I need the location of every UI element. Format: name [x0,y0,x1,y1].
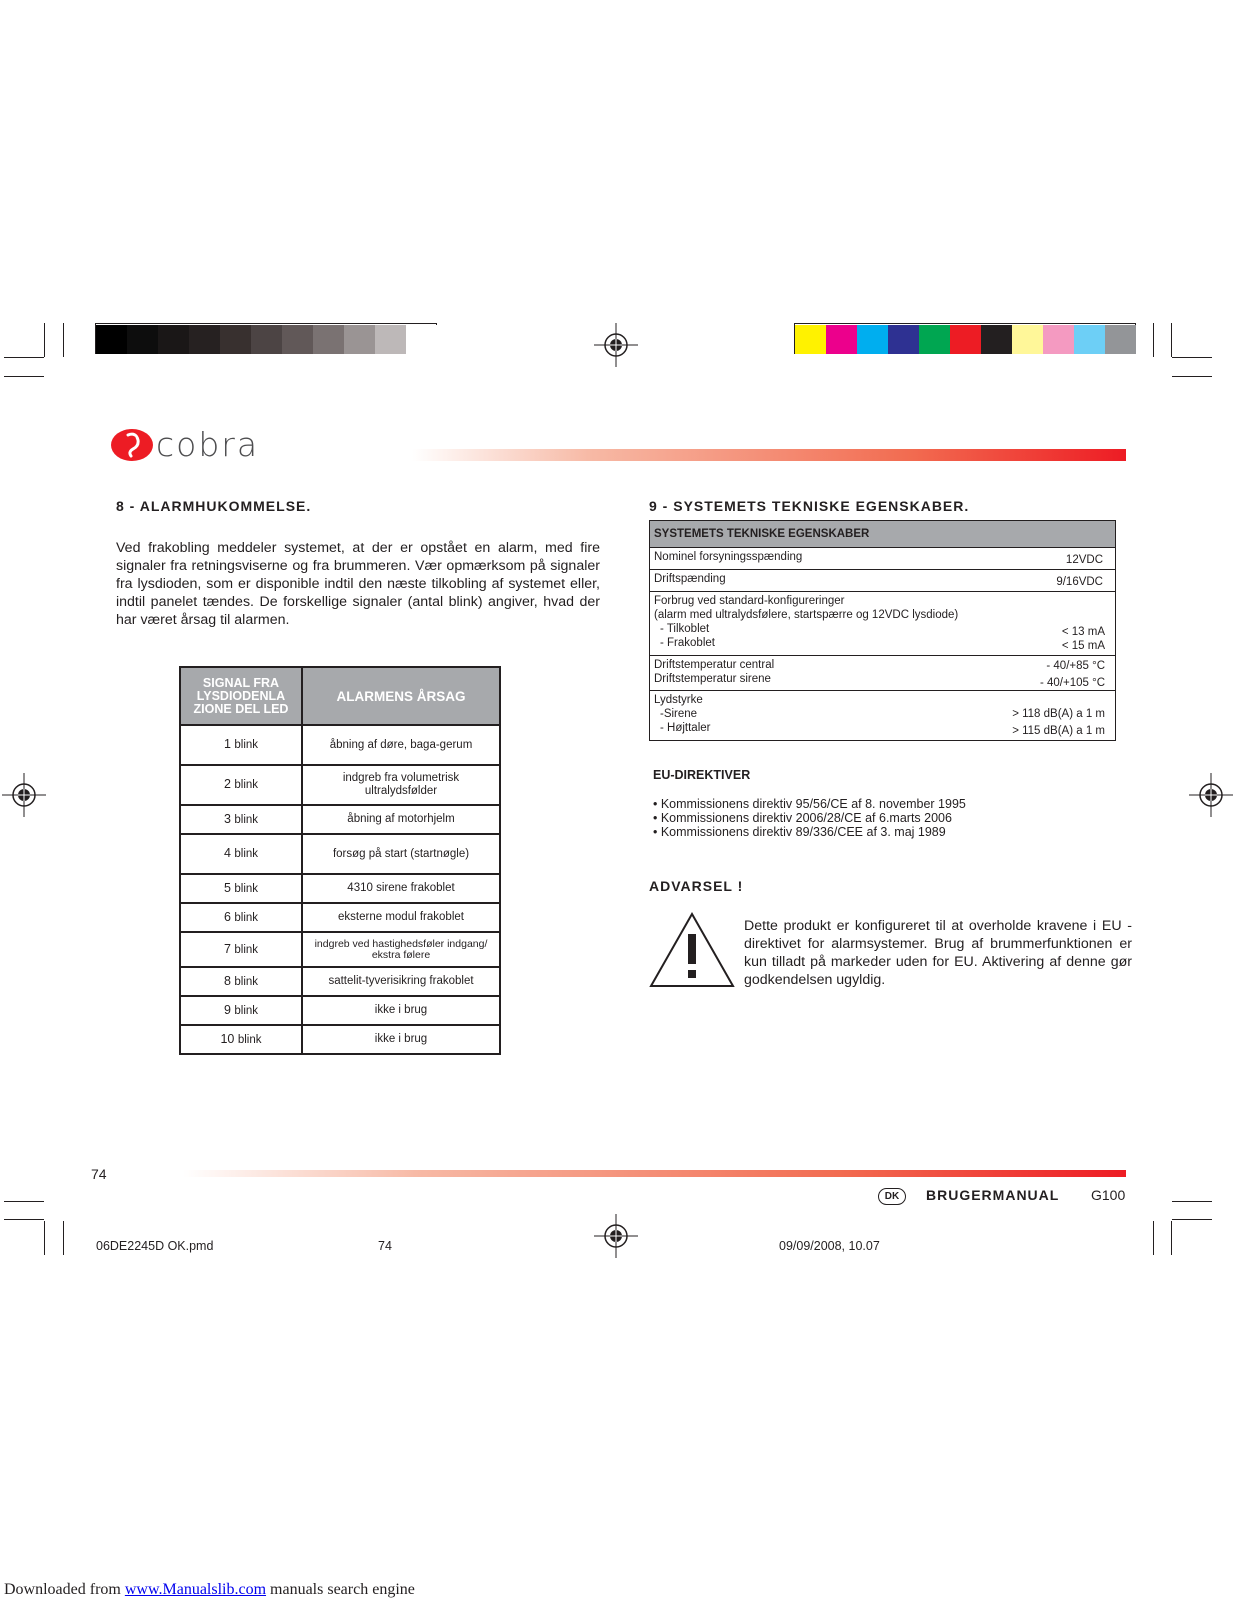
crop-mark [1172,1219,1212,1220]
table-row [180,996,500,1025]
blink-unit: blink [234,739,259,751]
gray-swatch [189,325,220,354]
blink-count [180,932,302,967]
spec-row-temperature [650,656,1115,691]
print-page: 74 [378,1239,392,1253]
table-row [180,1025,500,1054]
spec-value: 9/16VDC [1056,576,1103,588]
spec-label: Driftstemperatur central [654,659,775,671]
process-color-swatch [1105,325,1136,354]
blink-number: 9 [223,1002,231,1017]
eu-directives-title: EU-DIREKTIVER [653,768,751,782]
blink-count [180,1025,302,1054]
crop-mark [4,1219,44,1220]
language-badge: DK [878,1188,906,1205]
spec-row-nominal [650,548,1115,570]
download-suffix: manuals search engine [266,1581,415,1598]
section-8-title: 8 - ALARMHUKOMMELSE. [116,498,312,514]
crop-mark [1172,1201,1212,1202]
model-name: G100 [1091,1187,1126,1203]
crop-mark [44,1221,45,1255]
blink-unit: blink [234,882,259,895]
print-date: 09/09/2008, 10.07 [779,1239,880,1253]
spec-label: Lydstyrke [654,694,703,706]
spec-label: - Højttaler [660,722,711,734]
registration-mark-icon [594,1214,638,1258]
cobra-logo [110,425,280,464]
spec-row-volume [650,691,1115,740]
blink-number: 8 [223,973,231,988]
process-color-swatch [1074,325,1105,354]
blink-count [180,996,302,1025]
crop-mark [1171,1221,1172,1255]
gray-swatch [406,325,437,354]
process-color-swatch [795,325,826,354]
crop-mark [63,323,64,357]
page-number: 74 [91,1166,107,1182]
list-item: • Kommissionens direktiv 89/336/CEE af 3. maj 1989 [653,825,946,839]
alarm-cause: åbning af motorhjelm [302,805,500,834]
table-row [180,834,500,874]
crop-mark [4,376,44,377]
table-row [180,725,500,765]
blink-unit: blink [234,813,259,826]
table-header-signal: SIGNAL FRA LYSDIODENLA ZIONE DEL LED [180,667,302,725]
warning-title: ADVARSEL ! [649,878,744,894]
gray-swatch [158,325,189,354]
spec-note: (alarm med ultralydsfølere, startspærre og 12VDC lysdiode) [654,609,959,621]
gray-swatch [127,325,158,354]
spec-row-consumption [650,592,1115,656]
spec-value: - 40/+85 °C [1046,660,1105,672]
blink-count [180,765,302,805]
table-row [180,805,500,834]
process-color-swatch [888,325,919,354]
gray-swatch [375,325,406,354]
blink-number: 3 [223,811,231,826]
print-file-name: 06DE2245D OK.pmd [96,1239,214,1253]
crop-mark [63,1221,64,1255]
registration-mark-icon [594,323,638,367]
spec-label: Forbrug ved standard-konfigureringer [654,595,845,607]
logo-wordmark: cobra [156,425,260,464]
alarm-cause: åbning af døre, baga-gerum [302,725,500,765]
blink-count [180,874,302,903]
gray-swatch [313,325,344,354]
gray-swatch [251,325,282,354]
crop-mark [44,323,45,357]
warning-body: Dette produkt er konfigureret til at overholde kravene i EU - direktivet for alarmsystemer. Brug af brummerfunktionen er kun tilladt på markeder uden for EU. Aktivering af denne gør godkendelsen ugyldig. [744,918,1132,988]
blink-unit: blink [234,975,259,988]
spec-value: > 115 dB(A) a 1 m [1012,725,1105,737]
blink-unit: blink [234,1004,259,1017]
spec-value: < 13 mA [1061,626,1105,638]
crop-mark [4,1201,44,1202]
spec-table-header: SYSTEMETS TEKNISKE EGENSKABER [650,521,1115,548]
blink-number: 7 [223,941,231,956]
spec-value: 12VDC [1065,554,1103,566]
header-gradient-bar [412,449,1126,461]
blink-unit: blink [237,1033,262,1046]
registration-mark-icon [2,773,46,817]
blink-number: 5 [223,880,231,895]
process-color-swatch [1043,325,1074,354]
blink-count [180,834,302,874]
alarm-cause: indgreb fra volumetrisk ultralydsfølder [302,765,500,805]
tech-spec-table [649,520,1116,741]
process-color-swatch [981,325,1012,354]
blink-unit: blink [234,848,259,860]
process-color-swatch [857,325,888,354]
warning-triangle-icon [649,912,735,988]
blink-number: 6 [223,909,231,924]
alarm-signal-table [179,666,501,1055]
blink-unit: blink [234,779,259,791]
blink-number: 2 [223,777,231,791]
section-8-body: Ved frakobling meddeler systemet, at der er opstået en alarm, med fire signaler fra retningsviserne og fra brummeren. Vær opmærksom på signaler fra lysdioden, som er disponible indtil den næste tilkobling af systemet eller, indtil panelet tændes. De forskellige signaler (antal blink) angiver, hvad der har været årsag til alarmen. [116,540,600,628]
spec-label: -Sirene [660,708,698,720]
spec-label: Driftspænding [654,573,726,585]
gray-swatch [344,325,375,354]
list-item: • Kommissionens direktiv 2006/28/CE af 6.marts 2006 [653,811,952,825]
footer-gradient-bar [183,1170,1126,1177]
table-row [180,903,500,932]
alarm-cause: sattelit-tyverisikring frakoblet [302,967,500,996]
gray-swatch [96,325,127,354]
spec-row-drift [650,570,1115,592]
section-9-title: 9 - SYSTEMETS TEKNISKE EGENSKABER. [649,498,970,514]
blink-count [180,903,302,932]
blink-number: 1 [223,737,231,751]
alarm-cause: forsøg på start (startnøgle) [302,834,500,874]
blink-unit: blink [234,943,259,956]
cobra-snake-icon [110,428,154,462]
table-row [180,967,500,996]
alarm-cause: ikke i brug [302,996,500,1025]
process-color-swatch [919,325,950,354]
process-color-swatch [1012,325,1043,354]
spec-label: Nominel forsyningsspænding [654,551,803,563]
alarm-cause: ikke i brug [302,1025,500,1054]
crop-mark [1172,376,1212,377]
blink-count [180,805,302,834]
table-row [180,874,500,903]
crop-mark [1171,323,1172,357]
table-row [180,765,500,805]
spec-value: - 40/+105 °C [1039,677,1105,689]
spec-value: > 118 dB(A) a 1 m [1012,708,1105,720]
blink-number: 4 [223,846,231,860]
list-item: • Kommissionens direktiv 95/56/CE af 8. november 1995 [653,797,966,811]
crop-mark [4,357,44,358]
registration-mark-icon [1189,773,1233,817]
crop-mark [1172,357,1212,358]
crop-mark [1153,1221,1154,1255]
spec-label: - Tilkoblet [660,623,710,635]
spec-label: - Frakoblet [660,637,715,649]
manual-name: BRUGERMANUAL [926,1187,1060,1203]
table-header-cause: ALARMENS ÅRSAG [302,667,500,725]
gray-swatch [282,325,313,354]
alarm-cause: eksterne modul frakoblet [302,903,500,932]
process-color-swatch [950,325,981,354]
blink-number: 10 [220,1031,235,1046]
blink-count [180,967,302,996]
download-prefix: Downloaded from [4,1581,125,1598]
spec-value: < 15 mA [1061,640,1105,652]
spec-label: Driftstemperatur sirene [654,673,771,685]
process-color-swatch [826,325,857,354]
eu-directives-list [653,797,966,839]
blink-count [180,725,302,765]
gray-swatch [220,325,251,354]
crop-mark [1153,323,1154,357]
alarm-cause: indgreb ved hastighedsføler indgang/ ekstra følere [302,932,500,967]
alarm-cause: 4310 sirene frakoblet [302,874,500,903]
table-row [180,932,500,967]
download-notice [4,1581,415,1599]
blink-unit: blink [234,911,259,924]
download-link[interactable]: www.Manualslib.com [124,1581,267,1598]
